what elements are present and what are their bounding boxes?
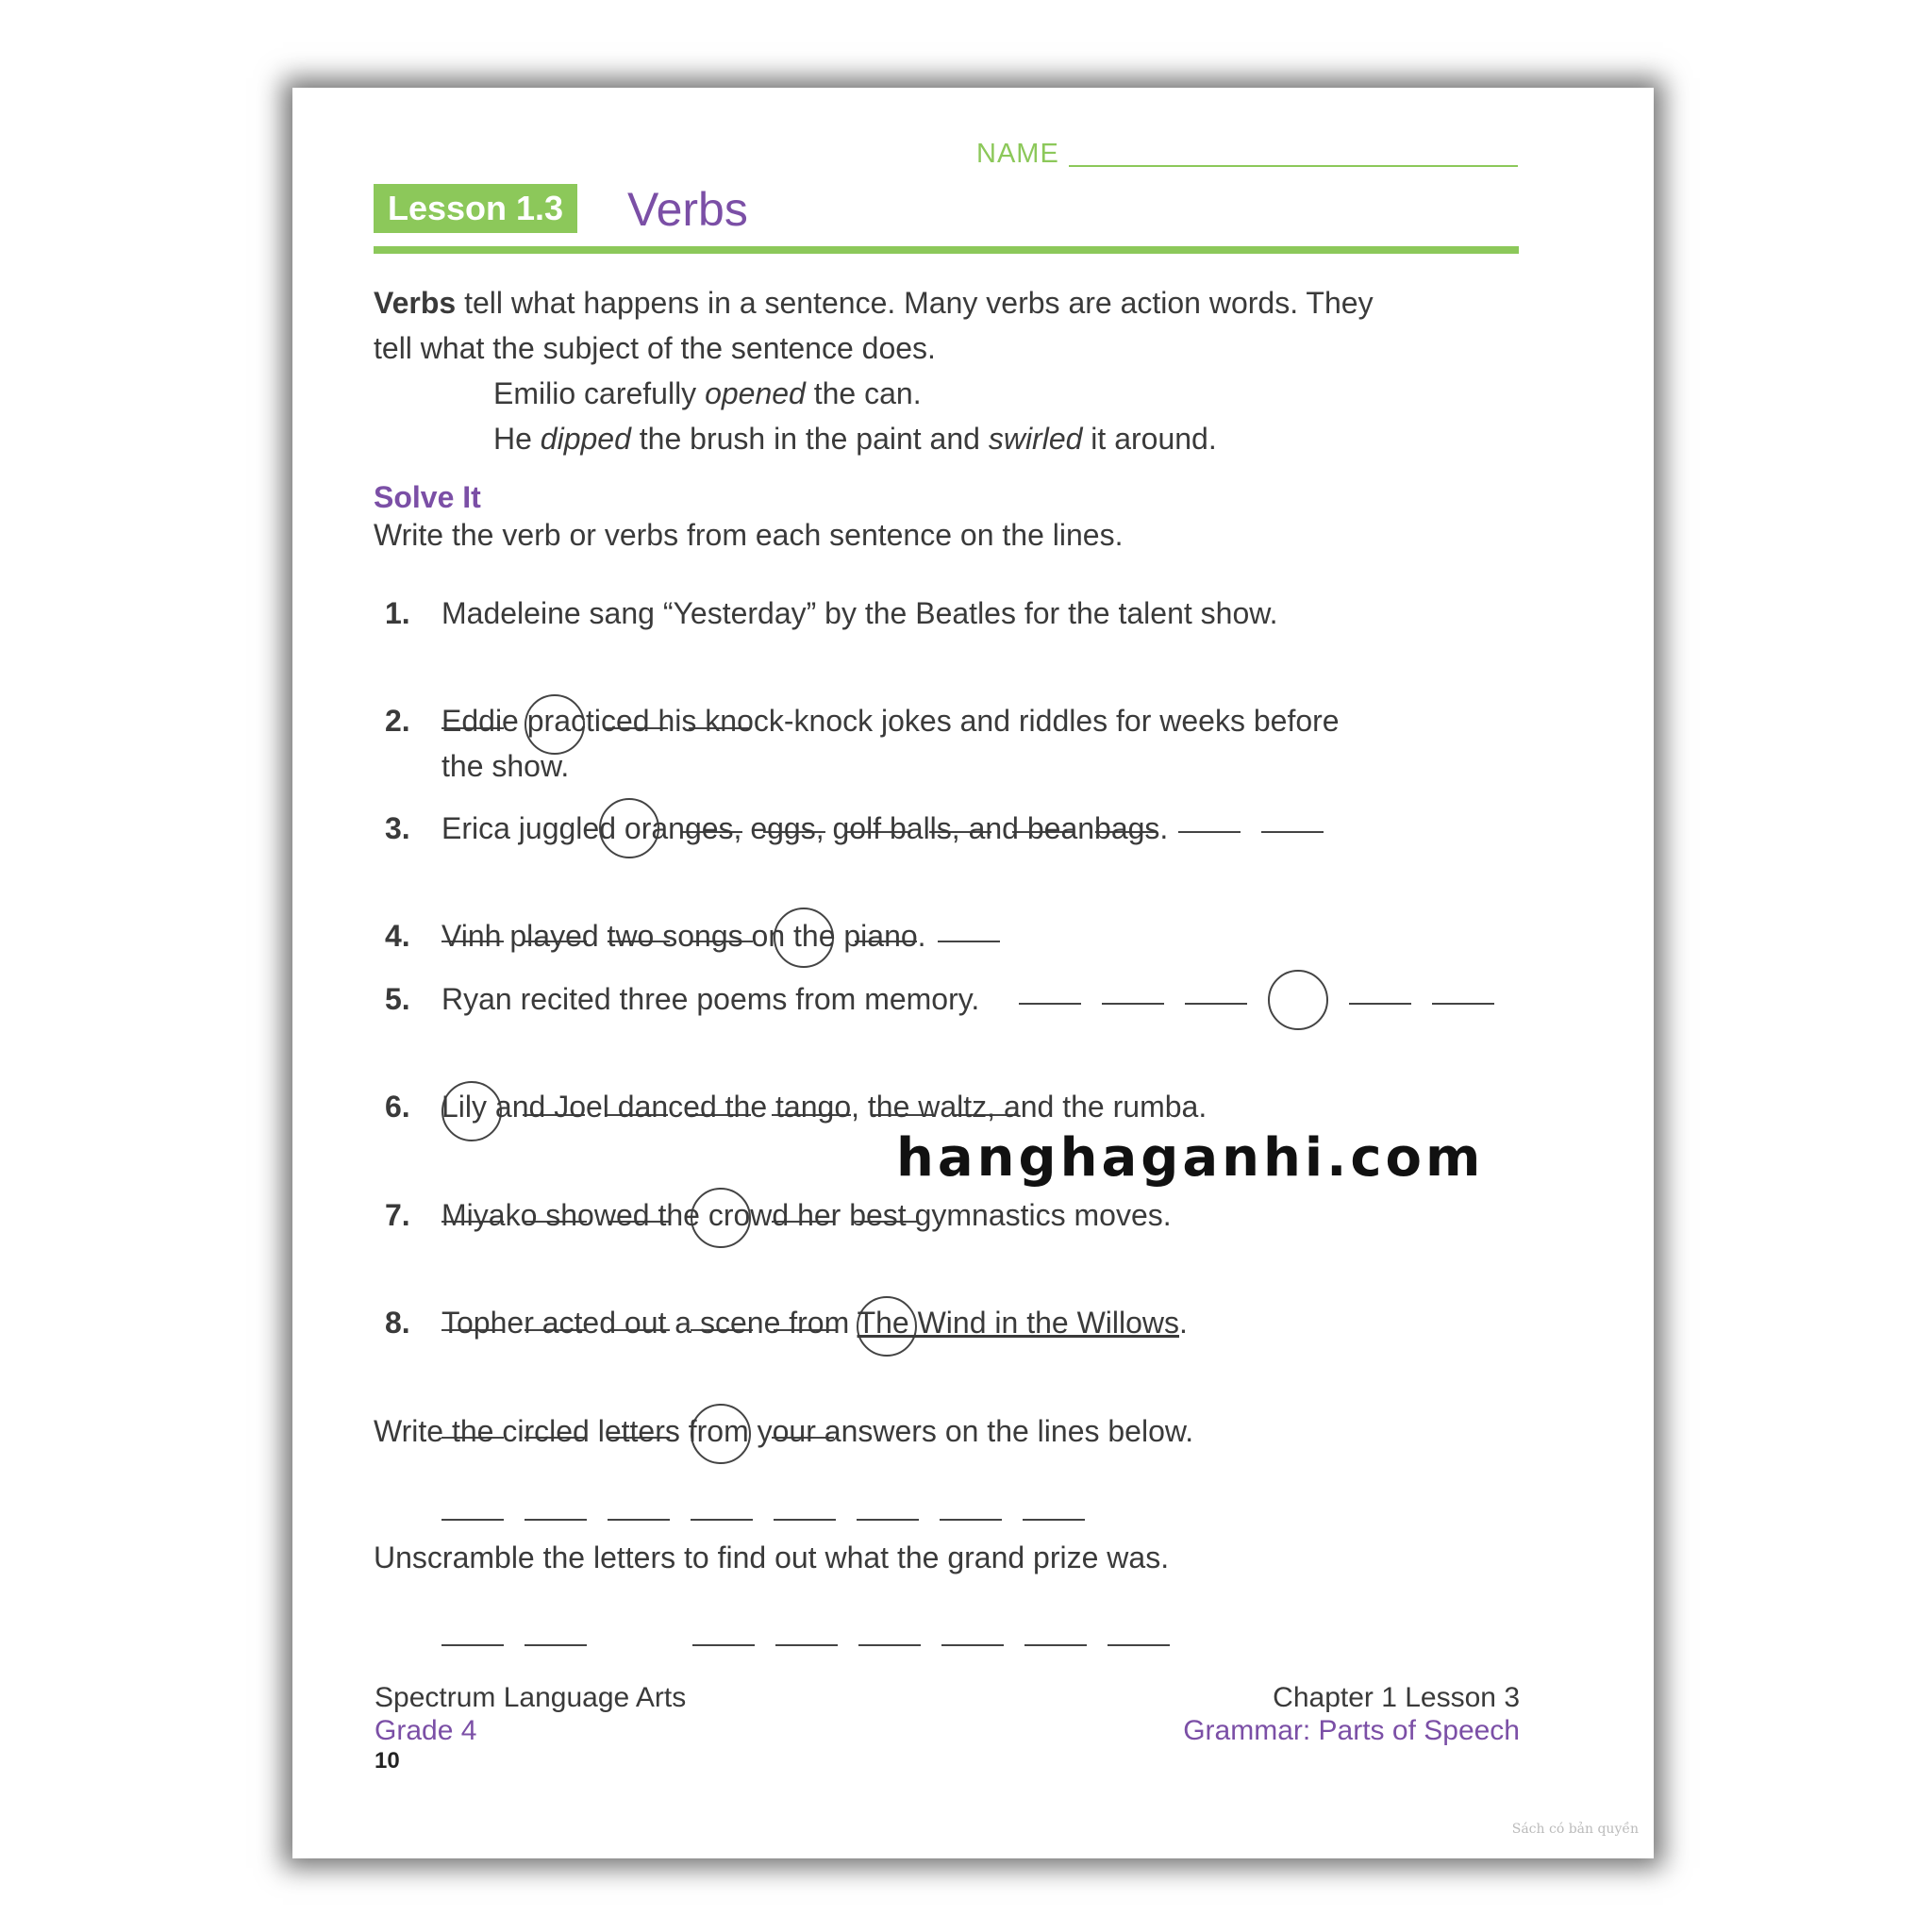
question-number: 3. [385, 811, 410, 845]
question-3 [385, 806, 410, 851]
answer-blank[interactable] [691, 1519, 753, 1521]
question-8-part-b: . [1179, 1306, 1188, 1340]
footer-grade: Grade 4 [375, 1715, 477, 1746]
question-number: 6. [385, 1090, 410, 1124]
answer-blank[interactable] [608, 1519, 670, 1521]
worksheet-page [292, 88, 1654, 1858]
question-number: 7. [385, 1198, 410, 1232]
header-divider [374, 246, 1519, 254]
intro-line-1 [374, 280, 1374, 325]
example-1 [493, 371, 922, 416]
example-2-part-b: the brush in the paint and [630, 422, 989, 456]
unscramble-instruction: Unscramble the letters to find out what the grand prize was. [374, 1541, 1170, 1574]
answer-blank[interactable] [941, 1644, 1004, 1646]
footer-chapter: Chapter 1 Lesson 3 [1273, 1682, 1520, 1713]
answer-blank[interactable] [525, 1644, 587, 1646]
example-1-part-b: the can. [805, 376, 922, 410]
answer-blank[interactable] [857, 1519, 919, 1521]
answer-blank[interactable] [938, 941, 1000, 942]
answer-blank[interactable] [1261, 831, 1324, 833]
question-6-text: Lily and Joel danced the tango, the waltz, and the rumba. [441, 1090, 1208, 1124]
question-2 [385, 698, 410, 743]
answer-blank[interactable] [774, 1519, 836, 1521]
intro-line-2: tell what the subject of the sentence does. [374, 331, 936, 365]
name-label: NAME [976, 139, 1059, 169]
question-7 [385, 1192, 410, 1238]
example-2-part-a: He [493, 422, 541, 456]
answer-blank[interactable] [525, 1519, 587, 1521]
question-number: 1. [385, 596, 410, 630]
answer-blank[interactable] [441, 1519, 504, 1521]
example-1-part-a: Emilio carefully [493, 376, 706, 410]
answer-blank[interactable] [775, 1644, 838, 1646]
example-2-part-c: it around. [1082, 422, 1217, 456]
answer-blank[interactable] [1024, 1644, 1087, 1646]
question-8-text [441, 1300, 1188, 1345]
solve-it-heading: Solve It [374, 480, 481, 514]
answer-circle[interactable] [1268, 970, 1328, 1030]
lesson-badge: Lesson 1.3 [374, 184, 577, 233]
question-3-text: Erica juggled oranges, eggs, golf balls, and beanbags. [441, 811, 1169, 845]
answer-blank[interactable] [1432, 1003, 1494, 1005]
question-number: 5. [385, 982, 410, 1016]
question-2-text: Eddie practiced his knock-knock jokes and riddles for weeks before [441, 704, 1340, 738]
question-5 [385, 976, 410, 1022]
example-2-verb-1: dipped [540, 422, 631, 456]
watermark-text: hanghaganhi.com [896, 1127, 1485, 1189]
answer-blank[interactable] [1019, 1003, 1081, 1005]
question-1 [385, 591, 410, 636]
example-2-verb-2: swirled [988, 422, 1083, 456]
page-title: Verbs [627, 183, 748, 236]
footer-series: Spectrum Language Arts [375, 1682, 687, 1713]
question-8 [385, 1300, 410, 1345]
question-number: 4. [385, 919, 410, 953]
example-2 [493, 416, 1217, 461]
solve-instruction: Write the verb or verbs from each sentence on the lines. [374, 518, 1124, 552]
answer-blank[interactable] [441, 1644, 504, 1646]
answer-blank[interactable] [1023, 1519, 1085, 1521]
book-title: The Wind in the Willows [857, 1306, 1179, 1340]
answer-blank[interactable] [692, 1644, 755, 1646]
page-number: 10 [375, 1748, 400, 1774]
answer-blank[interactable] [1185, 1003, 1247, 1005]
intro-term: Verbs [374, 286, 457, 320]
question-4-text: Vinh played two songs on the piano. [441, 919, 926, 953]
question-7-text: Miyako showed the crowd her best gymnastics moves. [441, 1198, 1172, 1232]
question-number: 2. [385, 704, 410, 738]
question-6 [385, 1084, 410, 1129]
question-4 [385, 913, 410, 958]
answer-blank[interactable] [940, 1519, 1002, 1521]
question-5-text: Ryan recited three poems from memory. [441, 982, 980, 1016]
example-1-verb: opened [705, 376, 806, 410]
question-8-part-a: Topher acted out a scene from [441, 1306, 858, 1340]
answer-blank[interactable] [858, 1644, 921, 1646]
intro-line-1-text: tell what happens in a sentence. Many verbs are action words. They [456, 286, 1374, 320]
copyright-note: Sách có bản quyền [1511, 1822, 1639, 1837]
footer-topic: Grammar: Parts of Speech [1183, 1715, 1520, 1746]
answer-blank[interactable] [1108, 1644, 1170, 1646]
question-number: 8. [385, 1306, 410, 1340]
answer-blank[interactable] [1178, 831, 1241, 833]
answer-blank[interactable] [1349, 1003, 1411, 1005]
question-1-text: Madeleine sang “Yesterday” by the Beatles for the talent show. [441, 596, 1278, 630]
question-2-text-cont: the show. [441, 749, 570, 783]
answer-blank[interactable] [1102, 1003, 1164, 1005]
circled-letters-instruction: Write the circled letters from your answers on the lines below. [374, 1414, 1194, 1448]
name-input-line[interactable] [1069, 165, 1518, 167]
